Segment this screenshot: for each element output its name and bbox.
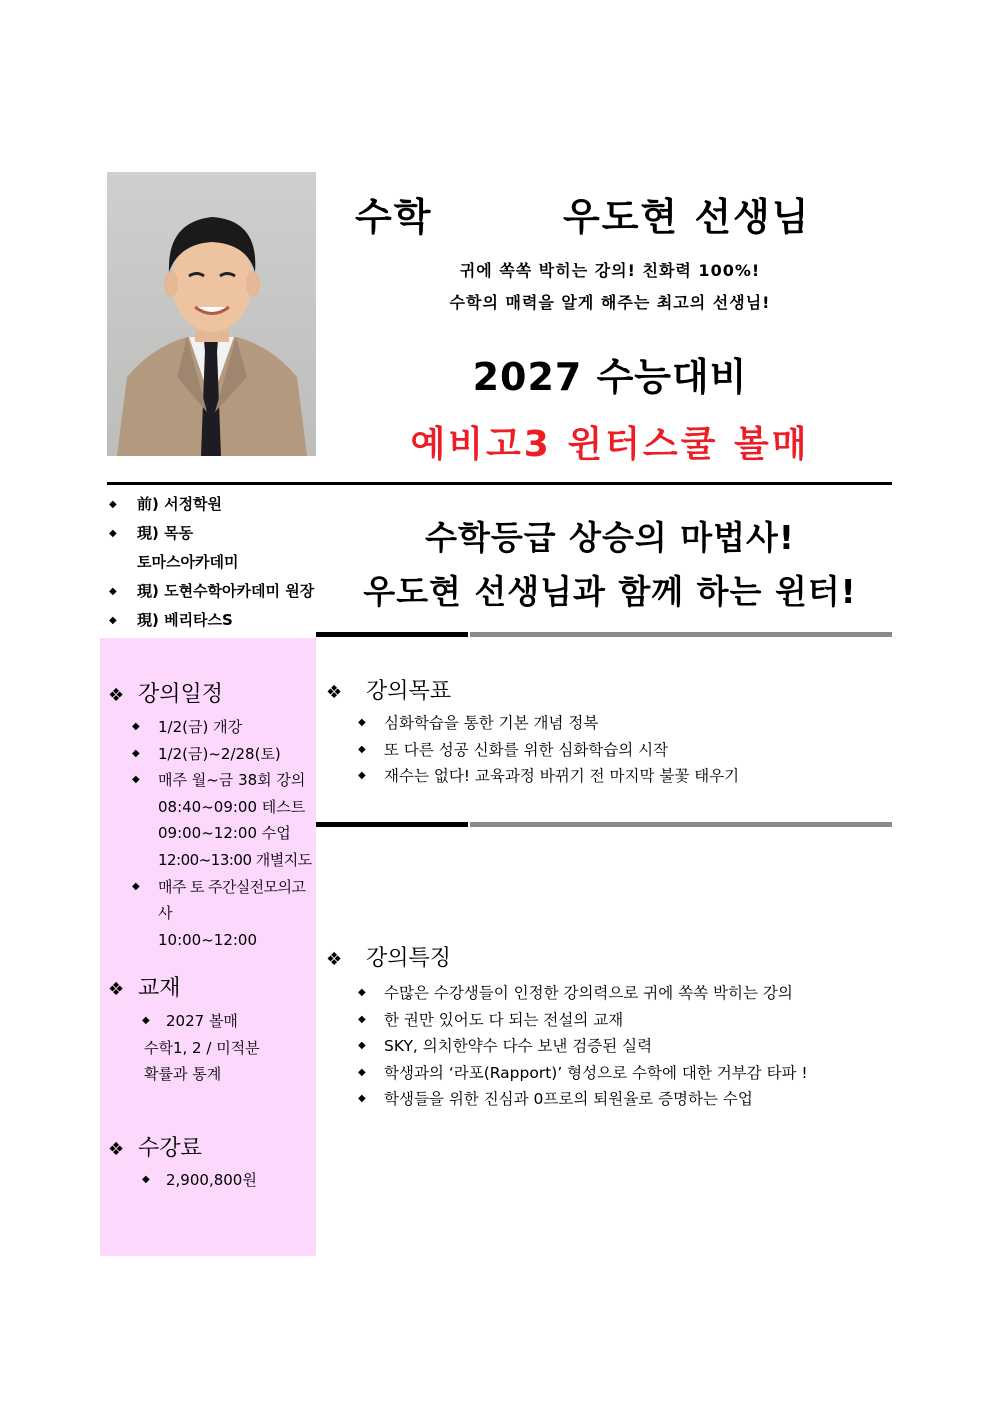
schedule-heading: ❖ 강의일정 bbox=[108, 682, 224, 707]
bullet-icon: ◆ bbox=[358, 1040, 366, 1052]
list-item-continuation: 확률과 통계 bbox=[144, 1065, 222, 1084]
list-item: ◆ 1/2(금)~2/28(토) bbox=[132, 741, 316, 768]
bullet-icon: ◆ bbox=[109, 528, 117, 539]
bullet-icon: ◆ bbox=[132, 774, 140, 786]
textbook-heading: ❖ 교재 bbox=[108, 976, 181, 1001]
career-item: ◆ 前) 서정학원 bbox=[107, 490, 317, 519]
teacher-name: 우도현 선생님 bbox=[563, 195, 811, 239]
section-icon: ❖ bbox=[326, 682, 343, 703]
list-item-continuation: 수학1, 2 / 미적분 bbox=[144, 1038, 260, 1057]
title-row bbox=[355, 186, 855, 246]
list-item: ◆ 또 다른 성공 신화를 위한 심화학습의 시작 bbox=[358, 737, 888, 764]
list-item-continuation: 08:40~09:00 테스트 bbox=[158, 797, 306, 816]
list-item: ◆ 수많은 수강생들이 인정한 강의력으로 귀에 쏙쏙 박히는 강의 bbox=[358, 980, 888, 1007]
bullet-icon: ◆ bbox=[109, 586, 117, 597]
section-icon: ❖ bbox=[108, 685, 125, 706]
section-icon: ❖ bbox=[326, 949, 343, 970]
fee-heading: ❖ 수강료 bbox=[108, 1136, 202, 1161]
slogan-line-1: 수학등급 상승의 마법사! bbox=[425, 518, 795, 557]
list-item: ◆ 학생과의 ‘라포(Rapport)’ 형성으로 수학에 대한 거부감 타파 ! bbox=[358, 1060, 888, 1087]
bullet-icon: ◆ bbox=[358, 987, 366, 998]
bullet-icon: ◆ bbox=[358, 1066, 366, 1078]
list-item: ◆ 매주 토 주간실전모의고사 bbox=[132, 874, 316, 927]
fee-list bbox=[142, 1167, 316, 1194]
tagline-1: 귀에 쏙쏙 박히는 강의! 친화력 100%! bbox=[459, 261, 761, 280]
list-item: ◆ 학생들을 위한 진심과 0프로의 퇴원율로 증명하는 수업 bbox=[358, 1086, 888, 1113]
course-headline: 예비고3 윈터스쿨 볼매 bbox=[410, 424, 810, 465]
section-icon: ❖ bbox=[108, 979, 125, 1000]
list-item: ◆ 심화학습을 통한 기본 개념 정복 bbox=[358, 710, 888, 737]
bullet-icon: ◆ bbox=[132, 747, 140, 759]
list-item-continuation: 09:00~12:00 수업 bbox=[158, 824, 291, 843]
bullet-icon: ◆ bbox=[109, 499, 117, 510]
section-divider bbox=[316, 632, 892, 637]
bullet-icon: ◆ bbox=[358, 770, 366, 782]
features-list bbox=[358, 980, 888, 1113]
subject-title: 수학 bbox=[355, 195, 433, 239]
bullet-icon: ◆ bbox=[109, 615, 117, 626]
bullet-icon: ◆ bbox=[132, 721, 140, 732]
list-item: ◆ 한 권만 있어도 다 되는 전설의 교재 bbox=[358, 1007, 888, 1034]
list-item: ◆ 2,900,800원 bbox=[142, 1167, 316, 1194]
list-item: ◆ 2027 볼매 bbox=[142, 1008, 316, 1035]
schedule-list bbox=[132, 714, 316, 953]
header-divider bbox=[107, 482, 892, 485]
goals-list bbox=[358, 710, 888, 790]
section-divider bbox=[316, 822, 892, 827]
features-heading: ❖ 강의특징 bbox=[326, 946, 452, 971]
bullet-icon: ◆ bbox=[142, 1015, 150, 1026]
career-item-continuation: 토마스아카데미 bbox=[137, 553, 239, 571]
bullet-icon: ◆ bbox=[358, 1013, 366, 1025]
teacher-photo bbox=[107, 172, 316, 456]
list-item-continuation: 10:00~12:00 bbox=[158, 930, 258, 949]
bullet-icon: ◆ bbox=[142, 1174, 150, 1185]
career-list bbox=[107, 490, 317, 635]
exam-headline: 2027 수능대비 bbox=[472, 355, 748, 399]
bullet-icon: ◆ bbox=[132, 880, 140, 892]
textbook-list bbox=[142, 1008, 316, 1088]
tagline-2: 수학의 매력을 알게 해주는 최고의 선생님! bbox=[449, 293, 771, 312]
career-item: ◆ 現) 도현수학아카데미 원장 bbox=[107, 577, 317, 606]
bullet-icon: ◆ bbox=[358, 717, 366, 728]
slogan-line-2: 우도현 선생님과 함께 하는 윈터! bbox=[363, 572, 857, 611]
list-item: ◆ 매주 월~금 38회 강의 bbox=[132, 767, 316, 794]
list-item-continuation: 12:00~13:00 개별지도 bbox=[158, 850, 312, 869]
career-item: ◆ 現) 베리타스S bbox=[107, 606, 317, 635]
goals-heading: ❖ 강의목표 bbox=[326, 679, 452, 704]
teacher-portrait-image bbox=[107, 172, 316, 456]
list-item: ◆ 재수는 없다! 교육과정 바뀌기 전 마지막 불꽃 태우기 bbox=[358, 763, 888, 790]
section-icon: ❖ bbox=[108, 1139, 125, 1160]
bullet-icon: ◆ bbox=[358, 1093, 366, 1105]
list-item: ◆ 1/2(금) 개강 bbox=[132, 714, 316, 741]
list-item: ◆ SKY, 의치한약수 다수 보낸 검증된 실력 bbox=[358, 1033, 888, 1060]
career-item: ◆ 現) 목동 bbox=[107, 519, 317, 548]
bullet-icon: ◆ bbox=[358, 743, 366, 755]
